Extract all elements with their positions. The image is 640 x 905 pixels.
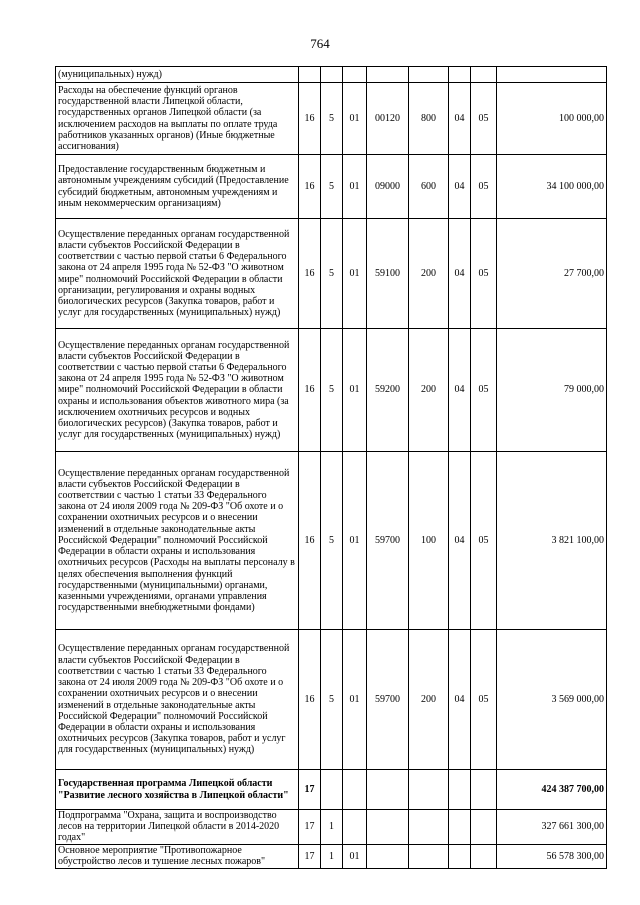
row-code-c2: [321, 67, 343, 83]
row-code-c6: [449, 770, 471, 810]
table-row: [56, 844, 607, 868]
row-code-c3: 01: [343, 83, 367, 155]
row-code-c3: 01: [343, 219, 367, 329]
row-amount: 327 661 300,00: [497, 810, 607, 845]
row-code-c6: 04: [449, 83, 471, 155]
row-code-c1: 17: [299, 844, 321, 868]
table-row: [56, 810, 607, 845]
row-code-c5: 200: [409, 219, 449, 329]
row-code-c5: [409, 810, 449, 845]
row-code-c1: 16: [299, 630, 321, 770]
row-description: Осуществление переданных органам государственной власти субъектов Российской Федерации в соответствии с частью первой статьи 6 Федерального закона от 24 апреля 1995 года № 52-ФЗ "О животном мире" полномочий Российской Федерации в области организации, регулирования и охраны водных биологических ресурсов (Закупка товаров, работ и услуг для государственных (муниципальных) нужд): [56, 219, 299, 329]
row-code-c2: 5: [321, 155, 343, 219]
row-code-c1: 16: [299, 329, 321, 452]
row-code-c2: [321, 770, 343, 810]
row-code-c2: 5: [321, 329, 343, 452]
table-row: [56, 770, 607, 810]
row-amount: 34 100 000,00: [497, 155, 607, 219]
row-code-c5: [409, 770, 449, 810]
row-code-c3: 01: [343, 329, 367, 452]
row-amount: 56 578 300,00: [497, 844, 607, 868]
row-code-c3: [343, 67, 367, 83]
row-code-c2: 1: [321, 810, 343, 845]
row-code-c3: 01: [343, 452, 367, 630]
row-code-c5: [409, 67, 449, 83]
row-code-c7: 05: [471, 630, 497, 770]
row-code-c7: 05: [471, 83, 497, 155]
budget-table: [55, 66, 607, 869]
row-description: Основное мероприятие "Противопожарное обустройство лесов и тушение лесных пожаров": [56, 844, 299, 868]
row-code-c6: 04: [449, 329, 471, 452]
row-amount: 79 000,00: [497, 329, 607, 452]
row-description: Осуществление переданных органам государственной власти субъектов Российской Федерации в соответствии с частью первой статьи 6 Федерального закона от 24 апреля 1995 года № 52-ФЗ "О животном мире" полномочий Российской Федерации в области охраны и использования объектов животного мира (за исключением охотничьих ресурсов и водных биологических ресурсов) (Закупка товаров, работ и услуг для государственных (муниципальных) нужд): [56, 329, 299, 452]
row-description: Государственная программа Липецкой области "Развитие лесного хозяйства в Липецкой области": [56, 770, 299, 810]
table-row: [56, 155, 607, 219]
row-code-c4: 09000: [367, 155, 409, 219]
row-amount: 3 569 000,00: [497, 630, 607, 770]
row-code-c1: 16: [299, 83, 321, 155]
row-code-c1: 16: [299, 452, 321, 630]
row-code-c5: 600: [409, 155, 449, 219]
row-amount: 27 700,00: [497, 219, 607, 329]
row-code-c3: 01: [343, 844, 367, 868]
row-code-c4: [367, 770, 409, 810]
row-code-c5: 200: [409, 630, 449, 770]
row-code-c1: 17: [299, 770, 321, 810]
row-code-c3: 01: [343, 155, 367, 219]
row-code-c6: [449, 67, 471, 83]
row-amount: 100 000,00: [497, 83, 607, 155]
row-description: Предоставление государственным бюджетным и автономным учреждениям субсидий (Предоставление субсидий бюджетным, автономным учреждениям и иным некоммерческим организациям): [56, 155, 299, 219]
row-description: Осуществление переданных органам государственной власти субъектов Российской Федерации в соответствии с частью 1 статьи 33 Федерального закона от 24 июля 2009 года № 209-ФЗ "Об охоте и о сохранении охотничьих ресурсов и о внесении изменений в отдельные законодательные акты Российской Федерации" полномочий Российской Федерации в области охраны и использования охотничьих ресурсов (Расходы на выплаты персоналу в целях обеспечения выполнения функций государственными (муниципальными) органами, казенными учреждениями, органами управления государственными внебюджетными фондами): [56, 452, 299, 630]
row-code-c6: 04: [449, 155, 471, 219]
row-code-c4: 59700: [367, 452, 409, 630]
row-description: (муниципальных) нужд): [56, 67, 299, 83]
row-code-c2: 1: [321, 844, 343, 868]
row-code-c4: 00120: [367, 83, 409, 155]
page-number: 764: [310, 36, 330, 51]
row-code-c7: 05: [471, 329, 497, 452]
row-description: Осуществление переданных органам государственной власти субъектов Российской Федерации в соответствии с частью 1 статьи 33 Федерального закона от 24 июля 2009 года № 209-ФЗ "Об охоте и о сохранении охотничьих ресурсов и о внесении изменений в отдельные законодательные акты Российской Федерации" полномочий Российской Федерации в области охраны и использования охотничьих ресурсов (Закупка товаров, работ и услуг для государственных (муниципальных) нужд): [56, 630, 299, 770]
row-amount: [497, 67, 607, 83]
row-code-c1: [299, 67, 321, 83]
row-code-c1: 16: [299, 155, 321, 219]
table-row: [56, 67, 607, 83]
row-code-c1: 16: [299, 219, 321, 329]
row-code-c7: [471, 810, 497, 845]
row-code-c4: 59700: [367, 630, 409, 770]
row-code-c7: 05: [471, 219, 497, 329]
row-code-c6: [449, 844, 471, 868]
row-code-c5: [409, 844, 449, 868]
row-code-c6: 04: [449, 219, 471, 329]
row-code-c5: 100: [409, 452, 449, 630]
table-row: [56, 452, 607, 630]
row-code-c7: 05: [471, 155, 497, 219]
row-code-c1: 17: [299, 810, 321, 845]
row-code-c4: [367, 844, 409, 868]
row-code-c7: [471, 844, 497, 868]
row-code-c3: [343, 810, 367, 845]
row-code-c6: 04: [449, 452, 471, 630]
row-code-c3: [343, 770, 367, 810]
row-code-c2: 5: [321, 83, 343, 155]
row-code-c7: [471, 770, 497, 810]
row-code-c5: 200: [409, 329, 449, 452]
row-amount: 3 821 100,00: [497, 452, 607, 630]
table-row: [56, 219, 607, 329]
table-row: [56, 83, 607, 155]
row-code-c7: 05: [471, 452, 497, 630]
row-code-c5: 800: [409, 83, 449, 155]
row-code-c3: 01: [343, 630, 367, 770]
row-code-c2: 5: [321, 452, 343, 630]
row-amount: 424 387 700,00: [497, 770, 607, 810]
row-code-c2: 5: [321, 630, 343, 770]
row-description: Расходы на обеспечение функций органов государственной власти Липецкой области, государственных органов Липецкой области (за исключением расходов на выплаты по оплате труда работников указанных органов) (Иные бюджетные ассигнования): [56, 83, 299, 155]
row-code-c4: [367, 810, 409, 845]
table-row: [56, 329, 607, 452]
row-code-c2: 5: [321, 219, 343, 329]
row-code-c4: 59200: [367, 329, 409, 452]
row-code-c4: 59100: [367, 219, 409, 329]
row-description: Подпрограмма "Охрана, защита и воспроизводство лесов на территории Липецкой области в 2014-2020 годах": [56, 810, 299, 845]
table-row: [56, 630, 607, 770]
row-code-c6: 04: [449, 630, 471, 770]
row-code-c6: [449, 810, 471, 845]
row-code-c7: [471, 67, 497, 83]
row-code-c4: [367, 67, 409, 83]
